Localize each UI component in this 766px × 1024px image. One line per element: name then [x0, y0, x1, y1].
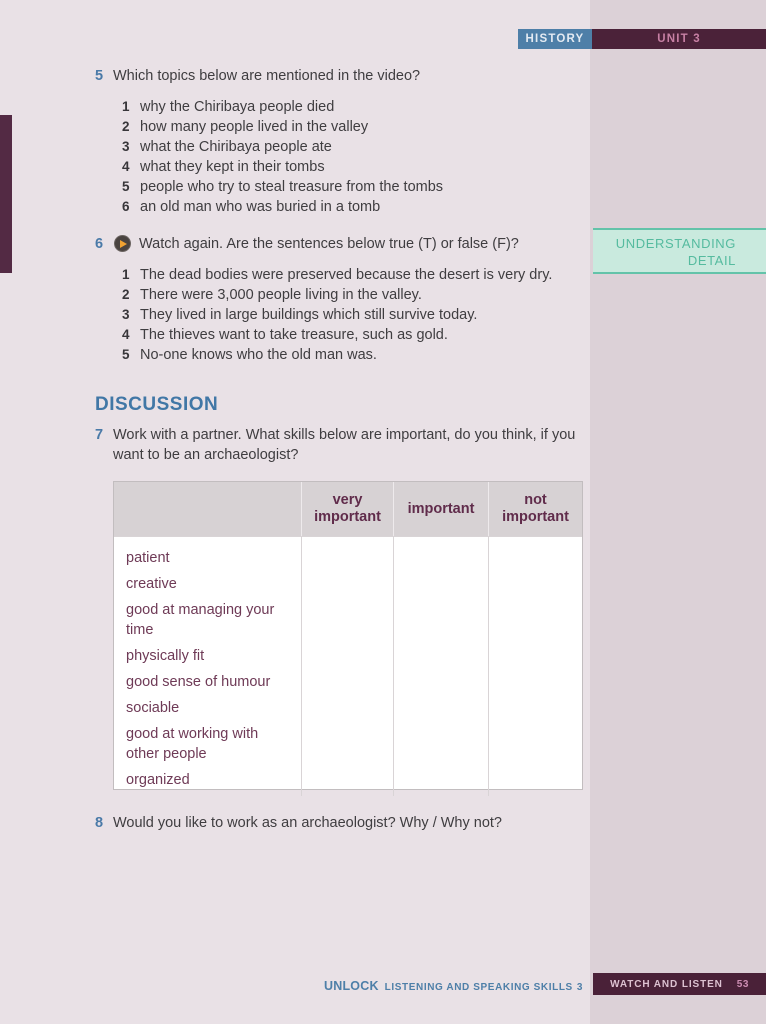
item-number: 3: [122, 139, 130, 154]
item-text: The dead bodies were preserved because the desert is very dry.: [140, 267, 553, 283]
skills-table-header-row: [114, 482, 582, 536]
item-text: what they kept in their tombs: [140, 159, 325, 175]
play-icon: [114, 235, 131, 252]
item-number: 4: [122, 159, 130, 174]
exercise-8-number: 8: [95, 815, 104, 831]
skills-column: [114, 537, 301, 796]
item-text: people who try to steal treasure from the tombs: [140, 179, 444, 195]
list-item: [122, 325, 589, 345]
main-content: [95, 66, 589, 833]
subject-tab-label: HISTORY: [525, 33, 585, 45]
item-number: 2: [122, 119, 130, 134]
item-text: an old man who was buried in a tomb: [140, 199, 381, 215]
exercise-7-number: 7: [95, 427, 104, 443]
section-label: WATCH AND LISTEN: [610, 978, 723, 990]
exercise-6-question-row: [113, 234, 519, 254]
series-title: LISTENING AND SPEAKING SKILLS: [384, 982, 573, 993]
item-text: why the Chiribaya people died: [140, 99, 335, 115]
list-item: [122, 285, 589, 305]
left-spine-tab: [0, 115, 12, 273]
exercise-7: [95, 425, 589, 465]
page-number: 53: [736, 978, 749, 990]
header-cell-not-important: not important: [488, 482, 582, 536]
skill-item: physically fit: [126, 648, 205, 664]
header-cell-blank: [114, 482, 301, 536]
badge-line2: DETAIL: [687, 253, 736, 268]
exercise-6-question: Watch again. Are the sentences below true (T) or false (F)?: [139, 236, 519, 252]
list-item: [122, 197, 589, 217]
list-item: [122, 117, 589, 137]
exercise-6-list: [122, 265, 589, 365]
very-important-column: [301, 537, 393, 796]
list-item: [122, 305, 589, 325]
item-text: They lived in large buildings which still survive today.: [140, 307, 478, 323]
skill-item: good at working with other people: [126, 726, 259, 762]
unit-tab-label: UNIT 3: [657, 33, 701, 45]
skill-item: sociable: [126, 700, 180, 716]
item-number: 1: [122, 99, 130, 114]
exercise-5-list: [122, 97, 589, 217]
item-number: 1: [122, 267, 130, 282]
exercise-5: [95, 66, 589, 86]
not-important-column: [488, 537, 582, 796]
discussion-heading: DISCUSSION: [95, 394, 219, 415]
skills-table-body: [114, 536, 582, 789]
list-item: [122, 345, 589, 365]
item-text: what the Chiribaya people ate: [140, 139, 332, 155]
skill-item: good at managing your time: [126, 602, 275, 638]
list-item: [122, 97, 589, 117]
exercise-7-question: Work with a partner. What skills below are important, do you think, if you want to be an archaeologist?: [113, 427, 576, 463]
badge-line1: UNDERSTANDING: [615, 236, 736, 251]
series-level: 3: [576, 982, 583, 993]
right-margin-strip: [590, 0, 766, 1024]
exercise-6-number: 6: [95, 236, 104, 252]
list-item: [122, 177, 589, 197]
skill-item: patient: [126, 550, 170, 566]
item-number: 2: [122, 287, 130, 302]
exercise-8-question: Would you like to work as an archaeologist? Why / Why not?: [113, 815, 503, 831]
subject-tab: [518, 29, 592, 49]
skill-item: good sense of humour: [126, 674, 271, 690]
play-triangle: [120, 240, 127, 248]
item-text: There were 3,000 people living in the valley.: [140, 287, 422, 303]
header-cell-very-important: very important: [301, 482, 393, 536]
exercise-6: [95, 234, 589, 254]
header-cell-important: important: [393, 482, 488, 536]
list-item: [122, 157, 589, 177]
skill-item: organized: [126, 772, 190, 788]
item-text: how many people lived in the valley: [140, 119, 369, 135]
skill-item: creative: [126, 576, 177, 592]
important-column: [393, 537, 488, 796]
unit-tab: [592, 29, 766, 49]
skills-table: [113, 481, 583, 790]
item-number: 4: [122, 327, 130, 342]
item-number: 3: [122, 307, 130, 322]
list-item: [122, 265, 589, 285]
understanding-detail-badge: [593, 228, 766, 274]
item-number: 5: [122, 347, 130, 362]
item-text: The thieves want to take treasure, such as gold.: [140, 327, 448, 343]
footer-section-bar: [593, 973, 766, 995]
footer-brand-line: [324, 979, 583, 993]
exercise-8: [95, 813, 589, 833]
item-number: 6: [122, 199, 130, 214]
list-item: [122, 137, 589, 157]
item-number: 5: [122, 179, 130, 194]
item-text: No-one knows who the old man was.: [140, 347, 377, 363]
exercise-5-question: Which topics below are mentioned in the video?: [113, 68, 421, 84]
unlock-logo: UNLOCK: [324, 979, 379, 993]
exercise-5-number: 5: [95, 68, 104, 84]
